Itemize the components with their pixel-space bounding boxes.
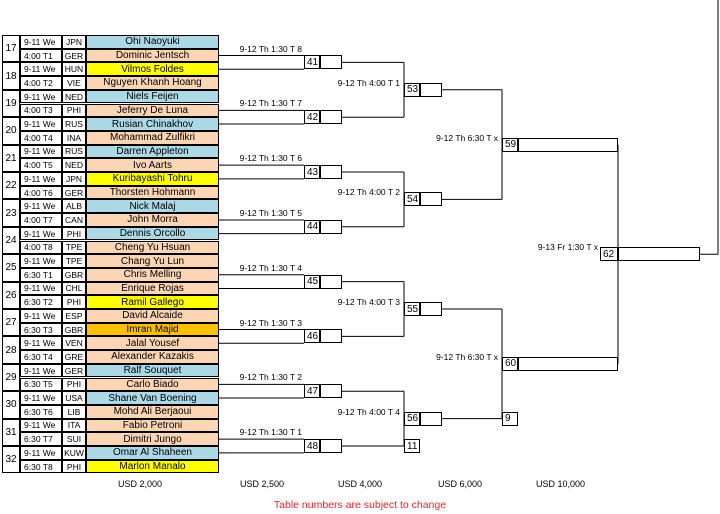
round3-schedule: 9-12 Th 4:00 T 1 <box>337 77 400 88</box>
player-name: Jeferry De Luna <box>86 104 219 118</box>
match-number: 31 <box>2 419 20 446</box>
match-number: 21 <box>2 145 20 172</box>
player-name: Ralf Souquet <box>86 364 219 378</box>
match-time: 6:30 T2 <box>20 295 62 309</box>
player-name: Chris Melling <box>86 268 219 282</box>
match-time: 4:00 T5 <box>20 158 62 172</box>
player-name: Jalal Yousef <box>86 336 219 350</box>
final-match-number: 62 <box>600 247 618 261</box>
match-time: 9-11 We <box>20 62 62 76</box>
player-name: Vilmos Foldes <box>86 62 219 76</box>
round2-match-number: 45 <box>304 275 320 289</box>
round2-result-box <box>320 439 342 453</box>
round3-schedule: 9-12 Th 4:00 T 2 <box>337 187 400 198</box>
player-name: Rusian Chinakhov <box>86 117 219 131</box>
match-time: 9-11 We <box>20 364 62 378</box>
prize-label: USD 6,000 <box>438 479 483 489</box>
country-code: GRE <box>62 350 86 364</box>
match-time: 6:30 T6 <box>20 405 62 419</box>
match-time: 9-11 We <box>20 254 62 268</box>
player-name: Shane Van Boening <box>86 391 219 405</box>
round2-schedule: 9-12 Th 1:30 T 1 <box>239 427 302 438</box>
round3-result-box <box>420 412 442 426</box>
player-name: Ramil Gallego <box>86 295 219 309</box>
player-name: Marlon Manalo <box>86 460 219 474</box>
match-time: 4:00 T6 <box>20 186 62 200</box>
match-number: 23 <box>2 199 20 226</box>
country-code: TPE <box>62 254 86 268</box>
player-name: Niels Feijen <box>86 90 219 104</box>
round3-result-box <box>420 302 442 316</box>
match-number: 19 <box>2 90 20 117</box>
player-name: Imran Majid <box>86 323 219 337</box>
player-name: Dennis Orcollo <box>86 227 219 241</box>
player-name: Carlo Biado <box>86 378 219 392</box>
match-number: 20 <box>2 117 20 144</box>
player-name: Fabio Petroni <box>86 419 219 433</box>
player-name: Darren Appleton <box>86 145 219 159</box>
round2-result-box <box>320 55 342 69</box>
round2-schedule: 9-12 Th 1:30 T 4 <box>239 262 302 273</box>
match-time: 9-11 We <box>20 145 62 159</box>
country-code: USA <box>62 391 86 405</box>
round2-match-number: 48 <box>304 439 320 453</box>
match-time: 6:30 T4 <box>20 350 62 364</box>
match-number: 24 <box>2 227 20 254</box>
round3-match-number: 55 <box>404 302 420 316</box>
round2-match-number: 47 <box>304 384 320 398</box>
player-name: Dominic Jentsch <box>86 49 219 63</box>
player-name: Kuribayashi Tohru <box>86 172 219 186</box>
match-time: 6:30 T7 <box>20 432 62 446</box>
round3-result-box <box>420 192 442 206</box>
country-code: PHI <box>62 295 86 309</box>
round3-schedule: 9-12 Th 4:00 T 3 <box>337 297 400 307</box>
country-code: ALB <box>62 199 86 213</box>
player-name: Thorsten Hohmann <box>86 186 219 200</box>
country-code: PHI <box>62 460 86 474</box>
round2-extra-box: 11 <box>404 439 420 453</box>
player-name: Mohd Ali Berjaoui <box>86 405 219 419</box>
country-code: CHL <box>62 282 86 296</box>
round2-match-number: 41 <box>304 55 320 69</box>
match-number: 22 <box>2 172 20 199</box>
match-time: 4:00 T7 <box>20 213 62 227</box>
match-number: 26 <box>2 282 20 309</box>
round2-schedule: 9-12 Th 1:30 T 6 <box>239 153 302 164</box>
country-code: GER <box>62 364 86 378</box>
country-code: JPN <box>62 172 86 186</box>
country-code: INA <box>62 131 86 145</box>
country-code: GER <box>62 49 86 63</box>
disclaimer-text: Table numbers are subject to change <box>273 499 447 511</box>
country-code: VIE <box>62 76 86 90</box>
round3-result-box <box>420 83 442 97</box>
match-time: 9-11 We <box>20 391 62 405</box>
match-number: 18 <box>2 62 20 89</box>
round3-extra-box: 9 <box>502 412 518 426</box>
round2-result-box <box>320 329 342 343</box>
match-time: 4:00 T4 <box>20 131 62 145</box>
match-time: 9-11 We <box>20 309 62 323</box>
round3-match-number: 56 <box>404 412 420 426</box>
match-time: 6:30 T5 <box>20 378 62 392</box>
round4-match-number: 60 <box>502 357 518 371</box>
prize-label: USD 2,500 <box>240 479 285 489</box>
player-name: Cheng Yu Hsuan <box>86 241 219 255</box>
match-number: 29 <box>2 364 20 391</box>
player-name: Ohi Naoyuki <box>86 35 219 49</box>
match-number: 17 <box>2 35 20 62</box>
country-code: NED <box>62 90 86 104</box>
player-name: John Morra <box>86 213 219 227</box>
country-code: NED <box>62 158 86 172</box>
country-code: GBR <box>62 323 86 337</box>
country-code: JPN <box>62 35 86 49</box>
final-result-box <box>618 247 700 261</box>
match-time: 4:00 T1 <box>20 49 62 63</box>
player-name: Alexander Kazakis <box>86 350 219 364</box>
round2-result-box <box>320 384 342 398</box>
player-name: Nick Malaj <box>86 199 219 213</box>
match-number: 27 <box>2 309 20 336</box>
country-code: LIB <box>62 405 86 419</box>
prize-label: USD 2,000 <box>118 479 163 489</box>
country-code: GER <box>62 186 86 200</box>
country-code: ITA <box>62 419 86 433</box>
round3-match-number: 54 <box>404 192 420 206</box>
round4-schedule: 9-12 Th 6:30 T x <box>436 132 498 143</box>
round4-result-box <box>518 357 618 371</box>
prize-label: USD 4,000 <box>338 479 383 489</box>
round4-result-box <box>518 138 618 152</box>
match-number: 25 <box>2 254 20 281</box>
match-time: 6:30 T1 <box>20 268 62 282</box>
match-time: 9-11 We <box>20 336 62 350</box>
player-name: Mohammad Zulfikri <box>86 131 219 145</box>
player-name: Omar Al Shaheen <box>86 446 219 460</box>
match-time: 4:00 T8 <box>20 241 62 255</box>
player-name: Ivo Aarts <box>86 158 219 172</box>
round2-result-box <box>320 165 342 179</box>
round3-schedule: 9-12 Th 4:00 T 4 <box>337 406 400 417</box>
player-name: Nguyen Khanh Hoang <box>86 76 219 90</box>
round2-match-number: 43 <box>304 165 320 179</box>
match-time: 9-11 We <box>20 419 62 433</box>
round2-schedule: 9-12 Th 1:30 T 7 <box>239 98 302 109</box>
country-code: SUI <box>62 432 86 446</box>
match-time: 9-11 We <box>20 199 62 213</box>
round2-schedule: 9-12 Th 1:30 T 5 <box>239 207 302 218</box>
match-time: 4:00 T2 <box>20 76 62 90</box>
match-number: 30 <box>2 391 20 418</box>
country-code: HUN <box>62 62 86 76</box>
round2-match-number: 44 <box>304 220 320 234</box>
player-name: Chang Yu Lun <box>86 254 219 268</box>
round2-result-box <box>320 275 342 289</box>
match-time: 9-11 We <box>20 117 62 131</box>
match-time: 6:30 T3 <box>20 323 62 337</box>
round4-schedule: 9-12 Th 6:30 T x <box>436 351 498 362</box>
country-code: VEN <box>62 336 86 350</box>
country-code: TPE <box>62 241 86 255</box>
match-time: 6:30 T8 <box>20 460 62 474</box>
round2-match-number: 42 <box>304 110 320 124</box>
player-name: David Alcaide <box>86 309 219 323</box>
country-code: RUS <box>62 117 86 131</box>
round2-schedule: 9-12 Th 1:30 T 2 <box>239 372 302 383</box>
country-code: PHI <box>62 378 86 392</box>
country-code: CAN <box>62 213 86 227</box>
country-code: PHI <box>62 104 86 118</box>
round2-schedule: 9-12 Th 1:30 T 3 <box>239 317 302 328</box>
match-time: 9-11 We <box>20 227 62 241</box>
match-time: 9-11 We <box>20 172 62 186</box>
player-name: Enrique Rojas <box>86 282 219 296</box>
round2-schedule: 9-12 Th 1:30 T 8 <box>239 43 302 54</box>
final-schedule: 9-13 Fr 1:30 T x <box>537 242 598 253</box>
round2-match-number: 46 <box>304 329 320 343</box>
round2-result-box <box>320 220 342 234</box>
match-time: 9-11 We <box>20 446 62 460</box>
round3-match-number: 53 <box>404 83 420 97</box>
country-code: RUS <box>62 145 86 159</box>
match-number: 32 <box>2 446 20 473</box>
country-code: KUW <box>62 446 86 460</box>
match-time: 9-11 We <box>20 282 62 296</box>
match-time: 4:00 T3 <box>20 104 62 118</box>
match-time: 9-11 We <box>20 90 62 104</box>
match-time: 9-11 We <box>20 35 62 49</box>
round2-result-box <box>320 110 342 124</box>
country-code: GBR <box>62 268 86 282</box>
round4-match-number: 59 <box>502 138 518 152</box>
prize-label: USD 10,000 <box>536 479 586 489</box>
country-code: PHI <box>62 227 86 241</box>
player-name: Dimitri Jungo <box>86 432 219 446</box>
country-code: ESP <box>62 309 86 323</box>
match-number: 28 <box>2 336 20 363</box>
